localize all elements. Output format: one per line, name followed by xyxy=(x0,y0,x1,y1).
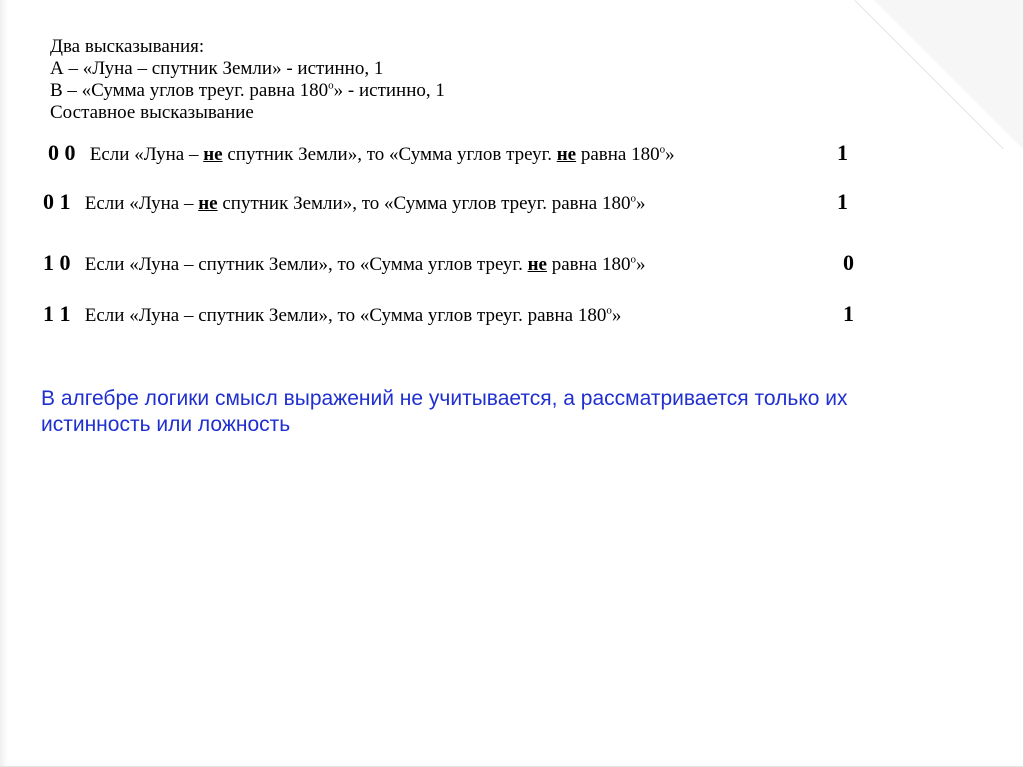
row-text-part: равна 180 xyxy=(576,144,660,165)
row-bits: 0 1 xyxy=(43,189,71,214)
row-text-part: » xyxy=(635,193,646,214)
degree-mark: о xyxy=(630,192,636,205)
degree-mark: о xyxy=(328,79,334,92)
row-text-part: спутник Земли», то «Сумма углов треуг. равна 180 xyxy=(217,193,631,214)
degree-mark: о xyxy=(659,143,666,156)
row-result-00: 1 xyxy=(837,140,848,165)
row-text-part: Если «Луна – спутник Земли», то «Сумма углов треуг. xyxy=(84,254,528,275)
statement-a: А – «Луна – спутник Земли» - истинно, 1 xyxy=(50,58,384,79)
negation-word: не xyxy=(198,193,218,214)
row-bits: 1 1 xyxy=(43,301,71,326)
intro-heading: Два высказывания: xyxy=(50,36,205,57)
degree-mark: о xyxy=(630,253,636,266)
row-bits: 1 0 xyxy=(43,250,71,275)
row-text-part: Если «Луна – xyxy=(84,193,199,214)
negation-word: не xyxy=(203,144,223,165)
row-result-01: 1 xyxy=(837,189,848,214)
intro-block xyxy=(50,36,445,124)
truth-row-11 xyxy=(43,301,621,327)
truth-row-10 xyxy=(43,250,645,276)
logic-algebra-note: В алгебре логики смысл выражений не учитывается, а рассматривается только их истинность или ложность xyxy=(41,387,848,436)
compound-label: Составное высказывание xyxy=(50,102,254,123)
row-text-part: спутник Земли», то «Сумма углов треуг. xyxy=(222,144,557,165)
row-result-10: 0 xyxy=(843,250,854,275)
row-text-part: равна 180 xyxy=(546,254,631,275)
statement-b-prefix: В – «Сумма углов треуг. равна 180 xyxy=(50,80,329,101)
row-result-11: 1 xyxy=(843,301,854,326)
statement-b xyxy=(50,80,445,102)
row-bits: 0 0 xyxy=(48,140,76,165)
negation-word: не xyxy=(527,254,547,275)
row-text-part: » xyxy=(635,254,646,275)
row-text-part: » xyxy=(665,144,675,165)
degree-mark: о xyxy=(606,304,612,317)
row-text-part: Если «Луна – спутник Земли», то «Сумма углов треуг. равна 180 xyxy=(84,305,607,326)
statement-b-suffix: » - истинно, 1 xyxy=(333,80,445,101)
truth-row-01 xyxy=(43,189,645,215)
row-text-part: » xyxy=(611,305,622,326)
truth-row-00 xyxy=(48,140,675,166)
negation-word: не xyxy=(556,144,577,165)
row-text-part: Если «Луна – xyxy=(89,144,204,165)
